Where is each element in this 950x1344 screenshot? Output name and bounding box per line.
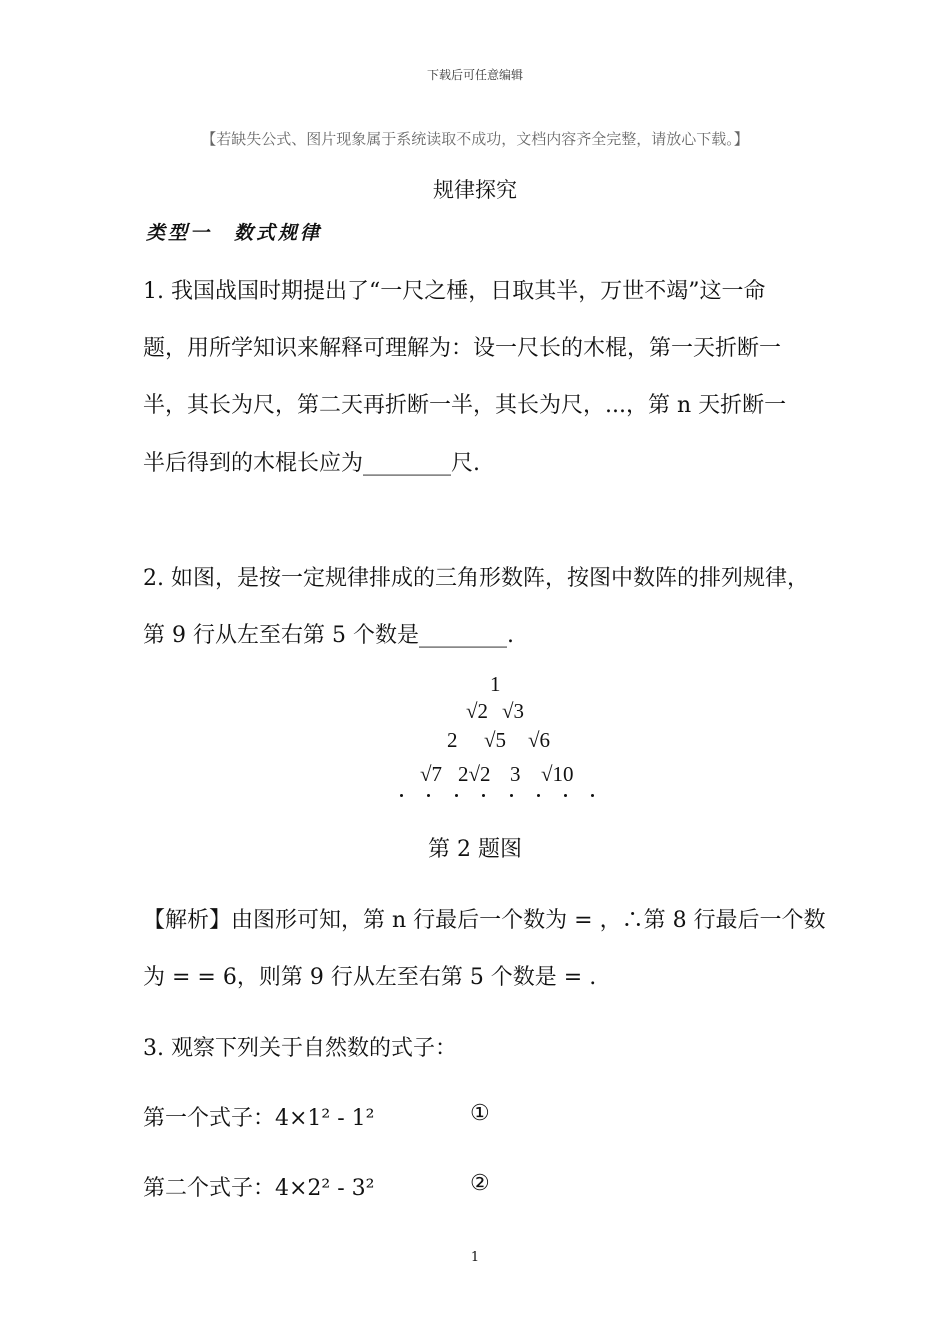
- triangle-cell: 2: [447, 728, 458, 752]
- triangle-cell: √3: [502, 699, 525, 723]
- analysis-line-1: 【解析】由图形可知，第 n 行最后一个数为 = ，∴第 8 行最后一个数: [143, 908, 826, 933]
- q1-line-3: 半，其长为尺，第二天再折断一半，其长为尺，...，第 n 天折断一: [143, 393, 787, 418]
- triangle-cell: √7: [420, 762, 443, 786]
- triangle-cell: 1: [490, 672, 501, 696]
- q2-line-1: 2. 如图，是按一定规律排成的三角形数阵，按图中数阵的排列规律，: [143, 566, 809, 591]
- triangle-cell: √2: [466, 699, 489, 723]
- q1-line-1: 1. 我国战国时期提出了“一尺之棰，日取其半，万世不竭”这一命: [143, 279, 766, 304]
- q1-line-2: 题，用所学知识来解释可理解为：设一尺长的木棍，第一天折断一: [143, 336, 782, 361]
- formula-1-number: ①: [470, 1101, 490, 1126]
- ellipsis-dot: [455, 794, 458, 797]
- ellipsis-dot: [510, 794, 513, 797]
- document-title: 规律探究: [433, 178, 517, 202]
- ellipsis-dot: [591, 794, 594, 797]
- page-number: 1: [470, 1250, 480, 1265]
- analysis-line-2: 为 = = 6，则第 9 行从左至右第 5 个数是 = .: [143, 965, 597, 990]
- q3-formula-1: 第一个式子：4×1² - 1²: [143, 1106, 375, 1131]
- triangle-cell: √5: [484, 728, 507, 752]
- figure-caption: 第 2 题图: [428, 837, 522, 862]
- triangle-cell: 3: [510, 762, 521, 786]
- formula-2-number: ②: [470, 1171, 490, 1196]
- ellipsis-dot: [427, 794, 430, 797]
- q3-line-1: 3. 观察下列关于自然数的式子：: [143, 1036, 457, 1061]
- ellipsis-dot: [400, 794, 403, 797]
- q3-formula-2: 第二个式子：4×2² - 3²: [143, 1176, 375, 1201]
- ellipsis-dot: [537, 794, 540, 797]
- ellipsis-dot: [482, 794, 485, 797]
- triangle-cell: √10: [541, 762, 574, 786]
- triangle-cell: √6: [528, 728, 551, 752]
- section-heading: 类型一 数式规律: [146, 222, 323, 244]
- page-header: 下载后可任意编辑: [426, 68, 523, 82]
- q1-line-4: 半后得到的木棍长应为________尺.: [143, 451, 480, 476]
- q2-line-2: 第 9 行从左至右第 5 个数是________.: [143, 623, 514, 648]
- triangle-cell: 2√2: [458, 762, 491, 786]
- missing-formula-notice: 【若缺失公式、图片现象属于系统读取不成功，文档内容齐全完整，请放心下载。】: [201, 130, 749, 148]
- ellipsis-dot: [564, 794, 567, 797]
